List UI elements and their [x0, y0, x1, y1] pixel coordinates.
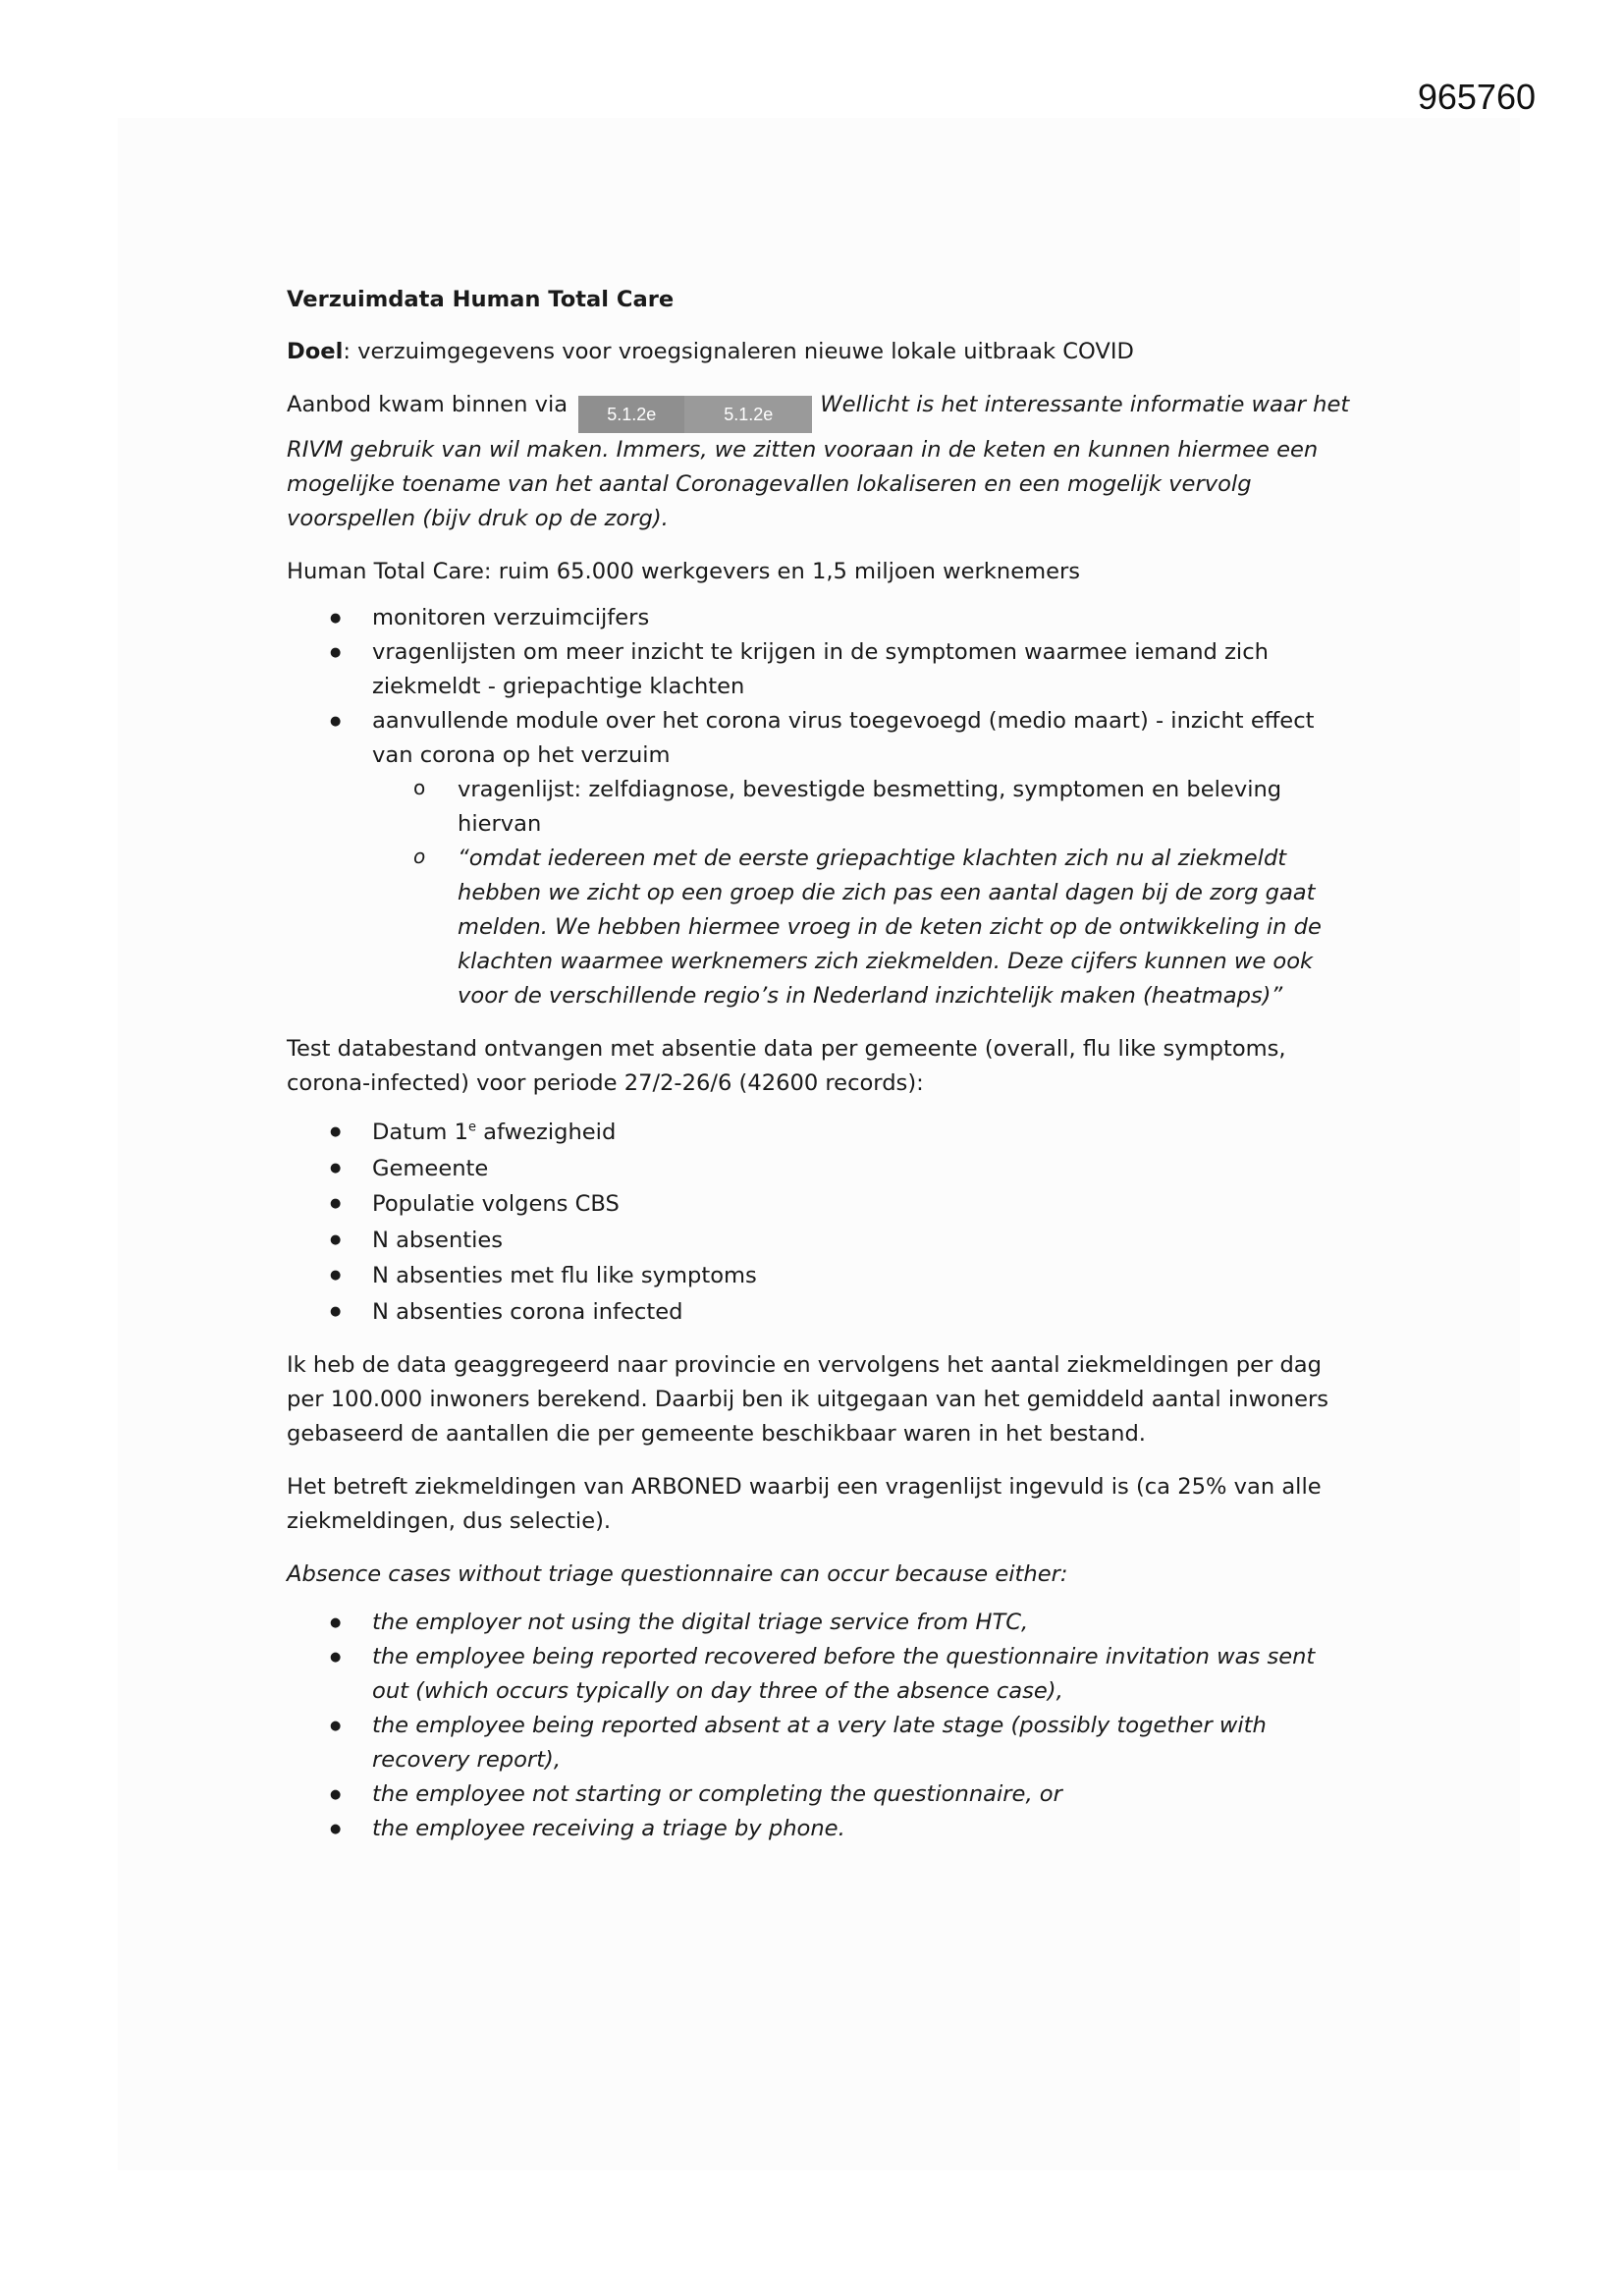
aanbod-italic-text: Wellicht is het interessante informatie waar het RIVM gebruik van wil maken. Immers, we zitten vooraan in de keten en kunnen hiermee een mogelijke toename van het aantal Coronagevallen lokaliseren en een mogelijk vervolg voorspellen (bijv druk op de zorg). [287, 392, 1350, 531]
doel-text: : verzuimgegevens voor vroegsignaleren nieuwe lokale uitbraak COVID [343, 339, 1134, 364]
sub-list-item: o vragenlijst: zelfdiagnose, bevestigde besmetting, symptomen en beleving hiervan [372, 773, 1357, 842]
page-number: 965760 [1417, 77, 1536, 117]
list-item: ● the employee being reported absent at a very late stage (possibly together with recovery report), [287, 1709, 1357, 1777]
list-item: ● N absenties corona infected [287, 1294, 1357, 1331]
list-item: ● the employee being reported recovered before the questionnaire invitation was sent out (which occurs typically on day three of the absence case), [287, 1640, 1357, 1709]
sub-list-item-quote: o “omdat iedereen met de eerste griepachtige klachten zich nu al ziekmeldt hebben we zicht op een groep die zich pas een aantal dagen bij de zorg gaat melden. We hebben hiermee vroeg in de keten zicht op de ontwikkeling in de klachten waarmee werknemers zich ziekmelden. Deze cijfers kunnen we ook voor de verschillende regio’s in Nederland inzichtelijk maken (heatmaps)” [372, 842, 1357, 1013]
list-item: ● the employee not starting or completing the questionnaire, or [287, 1777, 1357, 1812]
arboned-paragraph: Het betreft ziekmeldingen van ARBONED waarbij een vragenlijst ingevuld is (ca 25% van alle ziekmeldingen, dus selectie). [287, 1474, 1322, 1534]
htc-subbullet-list [372, 773, 1357, 1013]
list-item: ● N absenties met flu like symptoms [287, 1258, 1357, 1294]
list-item: ● the employee receiving a triage by phone. [287, 1812, 1357, 1846]
document-body [287, 283, 1357, 1865]
list-item: ● vragenlijsten om meer inzicht te krijgen in de symptomen waarmee iemand zich ziekmeldt - griepachtige klachten [287, 635, 1357, 704]
list-item [287, 1115, 1357, 1151]
datum-suffix: afwezigheid [476, 1120, 617, 1145]
doel-paragraph [287, 335, 1357, 369]
doel-label: Doel [287, 339, 344, 364]
absence-bullet-list [287, 1606, 1357, 1846]
htc-line: Human Total Care: ruim 65.000 werkgevers en 1,5 miljoen werknemers [287, 559, 1081, 584]
document-title: Verzuimdata Human Total Care [287, 287, 675, 312]
aanbod-paragraph [287, 388, 1357, 536]
datum-prefix: Datum 1 [372, 1120, 468, 1145]
list-item: ● N absenties [287, 1223, 1357, 1259]
redaction-block: 5.1.2e [684, 396, 812, 433]
field-bullet-list [287, 1115, 1357, 1330]
aanbod-prefix: Aanbod kwam binnen via [287, 392, 575, 417]
absence-intro: Absence cases without triage questionnaire can occur because either: [287, 1561, 1068, 1587]
list-item: ● Populatie volgens CBS [287, 1186, 1357, 1223]
list-item: ● monitoren verzuimcijfers [287, 601, 1357, 635]
redaction-block: 5.1.2e [578, 396, 684, 433]
list-item: ● Gemeente [287, 1151, 1357, 1187]
test-data-paragraph: Test databestand ontvangen met absentie data per gemeente (overall, flu like symptoms, corona-infected) voor periode 27/2-26/6 (42600 records): [287, 1036, 1286, 1096]
htc-bullet-list [287, 601, 1357, 1013]
list-item: ● the employer not using the digital triage service from HTC, [287, 1606, 1357, 1640]
datum-superscript: e [468, 1120, 476, 1135]
list-item-text: aanvullende module over het corona virus toegevoegd (medio maart) - inzicht effect van corona op het verzuim [372, 708, 1315, 768]
aggregation-paragraph: Ik heb de data geaggregeerd naar provincie en vervolgens het aantal ziekmeldingen per dag per 100.000 inwoners berekend. Daarbij ben ik uitgegaan van het gemiddeld aantal inwoners gebaseerd de aantallen die per gemeente beschikbaar waren in het bestand. [287, 1352, 1329, 1447]
list-item [287, 704, 1357, 1013]
